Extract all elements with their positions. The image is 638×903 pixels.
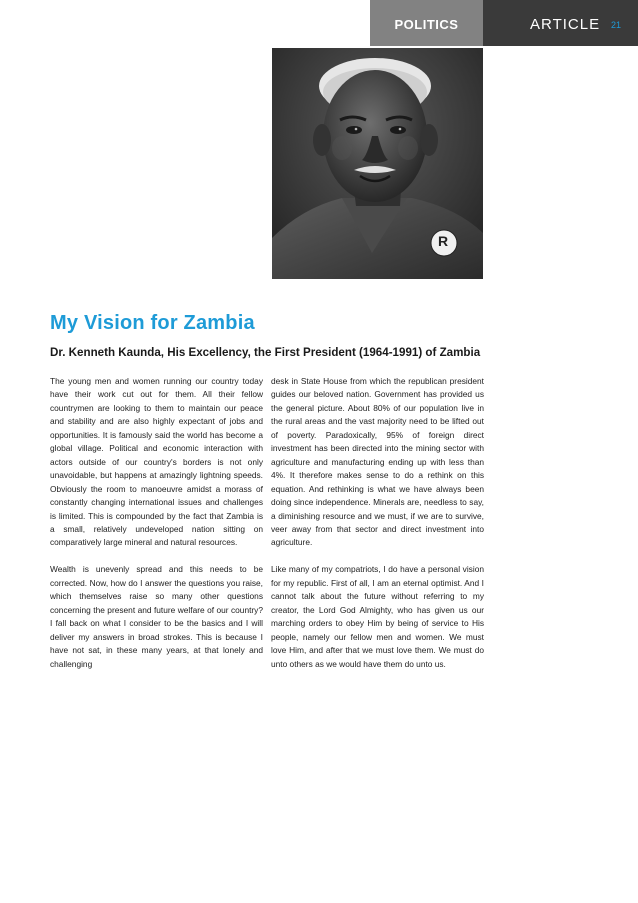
article-type-bar: [483, 0, 638, 46]
badge-letter: R: [438, 233, 449, 249]
portrait-illustration: [272, 48, 483, 279]
article-title: My Vision for Zambia: [50, 312, 255, 334]
portrait-photo: [272, 48, 483, 279]
article-byline: Dr. Kenneth Kaunda, His Excellency, the First President (1964-1991) of Zambia: [50, 346, 481, 359]
page-number: 21: [611, 20, 622, 30]
paragraph: The young men and women running our country today have their work cut out for them. All their fellow countrymen are looking to them to maintain our peace and stability and are also highly expectant of jobs and opportunities. It is famously said the world has become a global village. Political and economic interaction with actors outside of our country's borders is not only unavoidable, but happens at amazingly lightning speeds. Obviously the room to manoeuvre amidst a morass of constantly changing international issues and challenges is limited. This is compounded by the fact that Zambia is a small, relatively undeveloped nation sitting on comparatively large mineral and natural resources.: [50, 376, 263, 548]
paragraph: Wealth is unevenly spread and this needs to be corrected. Now, how do I answer the questions you raise, which themselves raise so many other questions concerning the present and future welfare of our country? I fall back on what I consider to be the basics and I will deliver my answers in broad strokes. This is because I have not sat, in these many years, at that lonely and challenging: [50, 564, 263, 669]
paragraph: desk in State House from which the republican president guides our beloved nation. Government has provided us the general picture. About 80% of our population live in the rural areas and the vast majority need to be lifted out of poverty. Paradoxically, 95% of foreign direct investment has been directed into the mining sector with agriculture and manufacturing ending up with less than 4%. It therefore makes sense to do a rethink on this equation. And rethinking is what we have always been doing since independence. Minerals are, needless to say, a diminishing resource and we must, if we are to survive, veer away from that sector and direct investment into agriculture.: [271, 376, 484, 548]
article-column-left: [50, 375, 263, 684]
article-column-right: [271, 375, 484, 684]
paragraph: Like many of my compatriots, I do have a personal vision for my republic. First of all, I am an eternal optimist. And I cannot talk about the future without referring to my creator, the Lord God Almighty, who has given us our marching orders to obey Him by being of service to His people, namely our fellow men and women. We must love Him, and after that we must love them. We must do unto others as we would have them do unto us.: [271, 564, 484, 669]
article-type-label: ARTICLE: [530, 16, 601, 33]
section-label: POLITICS: [370, 0, 483, 46]
